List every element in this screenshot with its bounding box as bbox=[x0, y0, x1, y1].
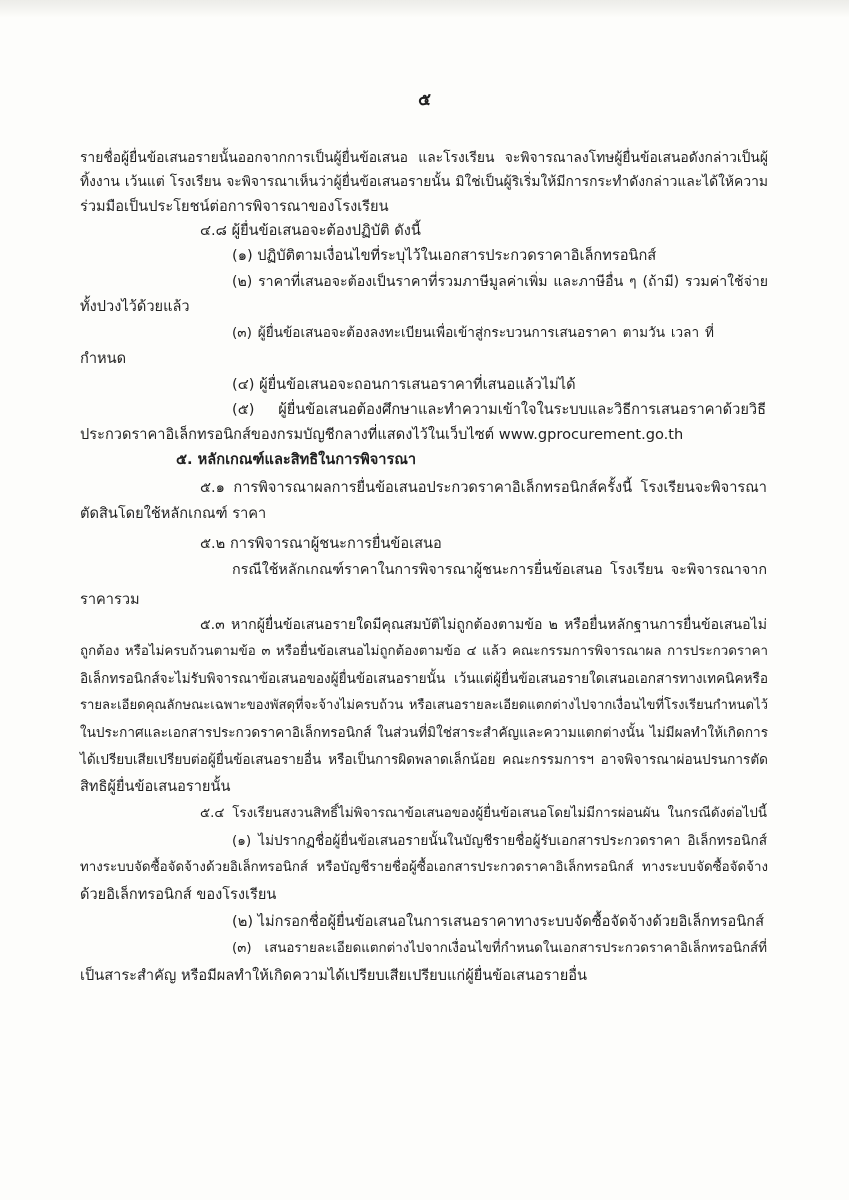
paragraph-line: ด้วยอิเล็กทรอนิกส์ ของโรงเรียน bbox=[80, 886, 277, 903]
paragraph-line: ทั้งปวงไว้ด้วยแล้ว bbox=[80, 298, 190, 315]
list-item: (๑) ปฏิบัติตามเงื่อนไขที่ระบุไว้ในเอกสารประกวดราคาอิเล็กทรอนิกส์ bbox=[232, 247, 657, 264]
list-item: (๔) ผู้ยื่นข้อเสนอจะถอนการเสนอราคาที่เสนอแล้วไม่ได้ bbox=[232, 376, 576, 393]
paragraph-line: ประกวดราคาอิเล็กทรอนิกส์ของกรมบัญชีกลางที่แสดงไว้ในเว็บไซต์ www.gprocurement.go.th bbox=[80, 426, 684, 443]
list-item: (๒) ไม่กรอกชื่อผู้ยื่นข้อเสนอในการเสนอราคาทางระบบจัดซื้อจัดจ้างด้วยอิเล็กทรอนิกส์ bbox=[232, 913, 765, 930]
paragraph-line: ในประกาศและเอกสารประกวดราคาอิเล็กทรอนิกส์ ในส่วนที่มิใช่สาระสำคัญและความแตกต่างนั้น ไม่มีผลทำให้เกิดการ bbox=[80, 725, 768, 741]
clause-5-3: ๕.๓ หากผู้ยื่นข้อเสนอรายใดมีคุณสมบัติไม่ถูกต้องตามข้อ ๒ หรือยื่นหลักฐานการยื่นข้อเสนอไม่ bbox=[200, 617, 767, 633]
list-item: (๑) ไม่ปรากฏชื่อผู้ยื่นข้อเสนอรายนั้นในบัญชีรายชื่อผู้รับเอกสารประกวดราคา อิเล็กทรอนิกส์ bbox=[232, 833, 767, 849]
paragraph-line: ราคารวม bbox=[80, 591, 140, 608]
clause-5-4: ๕.๔ โรงเรียนสงวนสิทธิ์ไม่พิจารณาข้อเสนอของผู้ยื่นข้อเสนอโดยไม่มีการผ่อนผัน ในกรณีดังต่อไปนี้ bbox=[200, 806, 767, 821]
paragraph-line: ได้เปรียบเสียเปรียบต่อผู้ยื่นข้อเสนอรายอื่น หรือเป็นการผิดพลาดเล็กน้อย คณะกรรมการฯ อาจพิจารณาผ่อนปรนการตัด bbox=[80, 752, 768, 768]
clause-5-1: ๕.๑ การพิจารณาผลการยื่นข้อเสนอประกวดราคาอิเล็กทรอนิกส์ครั้งนี้ โรงเรียนจะพิจารณา bbox=[200, 479, 767, 496]
paragraph-line: ทางระบบจัดซื้อจัดจ้างด้วยอิเล็กทรอนิกส์ หรือบัญชีรายชื่อผู้ซื้อเอกสารประกวดราคาอิเล็กทรอนิกส์ ทางระบบจัดซื้อจัดจ้าง bbox=[80, 860, 768, 875]
paragraph-line: ถูกต้อง หรือไม่ครบถ้วนตามข้อ ๓ หรือยื่นข้อเสนอไม่ถูกต้องตามข้อ ๔ แล้ว คณะกรรมการพิจารณาผล การประกวดราคา bbox=[80, 644, 768, 659]
paragraph-line: กรณีใช้หลักเกณฑ์ราคาในการพิจารณาผู้ชนะการยื่นข้อเสนอ โรงเรียน จะพิจารณาจาก bbox=[232, 562, 767, 578]
page-number: ๕ bbox=[418, 90, 431, 110]
clause-5-2: ๕.๒ การพิจารณาผู้ชนะการยื่นข้อเสนอ bbox=[200, 535, 442, 552]
paragraph-line: กำหนด bbox=[80, 350, 127, 367]
list-item: (๓) ผู้ยื่นข้อเสนอจะต้องลงทะเบียนเพื่อเข้าสู่กระบวนการเสนอราคา ตามวัน เวลา ที่ bbox=[232, 325, 714, 341]
paragraph-line: รายชื่อผู้ยื่นข้อเสนอรายนั้นออกจากการเป็นผู้ยื่นข้อเสนอ และโรงเรียน จะพิจารณาลงโทษผู้ยื่นข้อเสนอดังกล่าวเป็นผู้ bbox=[80, 150, 768, 166]
list-item: (๕) ผู้ยื่นข้อเสนอต้องศึกษาและทำความเข้าใจในระบบและวิธีการเสนอราคาด้วยวิธี bbox=[232, 401, 766, 418]
paragraph-line: ทิ้งงาน เว้นแต่ โรงเรียน จะพิจารณาเห็นว่าผู้ยื่นข้อเสนอรายนั้น มิใช่เป็นผู้ริเริ่มให้มีการกระทำดังกล่าวและได้ให้ความ bbox=[80, 174, 768, 190]
scan-top-edge bbox=[0, 0, 849, 18]
paragraph-line: สิทธิผู้ยื่นข้อเสนอรายนั้น bbox=[80, 778, 231, 795]
clause-heading-4-8: ๔.๘ ผู้ยื่นข้อเสนอจะต้องปฏิบัติ ดังนี้ bbox=[200, 222, 421, 239]
paragraph-line: อิเล็กทรอนิกส์จะไม่รับพิจารณาข้อเสนอของผู้ยื่นข้อเสนอรายนั้น เว้นแต่ผู้ยื่นข้อเสนอรายใดเสนอเอกสารทางเทคนิคหรือ bbox=[80, 671, 768, 687]
paragraph-line: ร่วมมือเป็นประโยชน์ต่อการพิจารณาของโรงเรียน bbox=[80, 198, 389, 215]
list-item: (๒) ราคาที่เสนอจะต้องเป็นราคาที่รวมภาษีมูลค่าเพิ่ม และภาษีอื่น ๆ (ถ้ามี) รวมค่าใช้จ่าย bbox=[232, 274, 768, 290]
paragraph-line: ตัดสินโดยใช้หลักเกณฑ์ ราคา bbox=[80, 505, 267, 522]
list-item: (๓) เสนอรายละเอียดแตกต่างไปจากเงื่อนไขที่กำหนดในเอกสารประกวดราคาอิเล็กทรอนิกส์ที่ bbox=[232, 941, 767, 956]
section-heading-5: ๕. หลักเกณฑ์และสิทธิในการพิจารณา bbox=[176, 451, 417, 468]
paragraph-line: รายละเอียดคุณลักษณะเฉพาะของพัสดุที่จะจ้างไม่ครบถ้วน หรือเสนอรายละเอียดแตกต่างไปจากเงื่อนไขที่โรงเรียนกำหนดไว้ bbox=[80, 698, 768, 713]
paragraph-line: เป็นสาระสำคัญ หรือมีผลทำให้เกิดความได้เปรียบเสียเปรียบแก่ผู้ยื่นข้อเสนอรายอื่น bbox=[80, 967, 588, 984]
